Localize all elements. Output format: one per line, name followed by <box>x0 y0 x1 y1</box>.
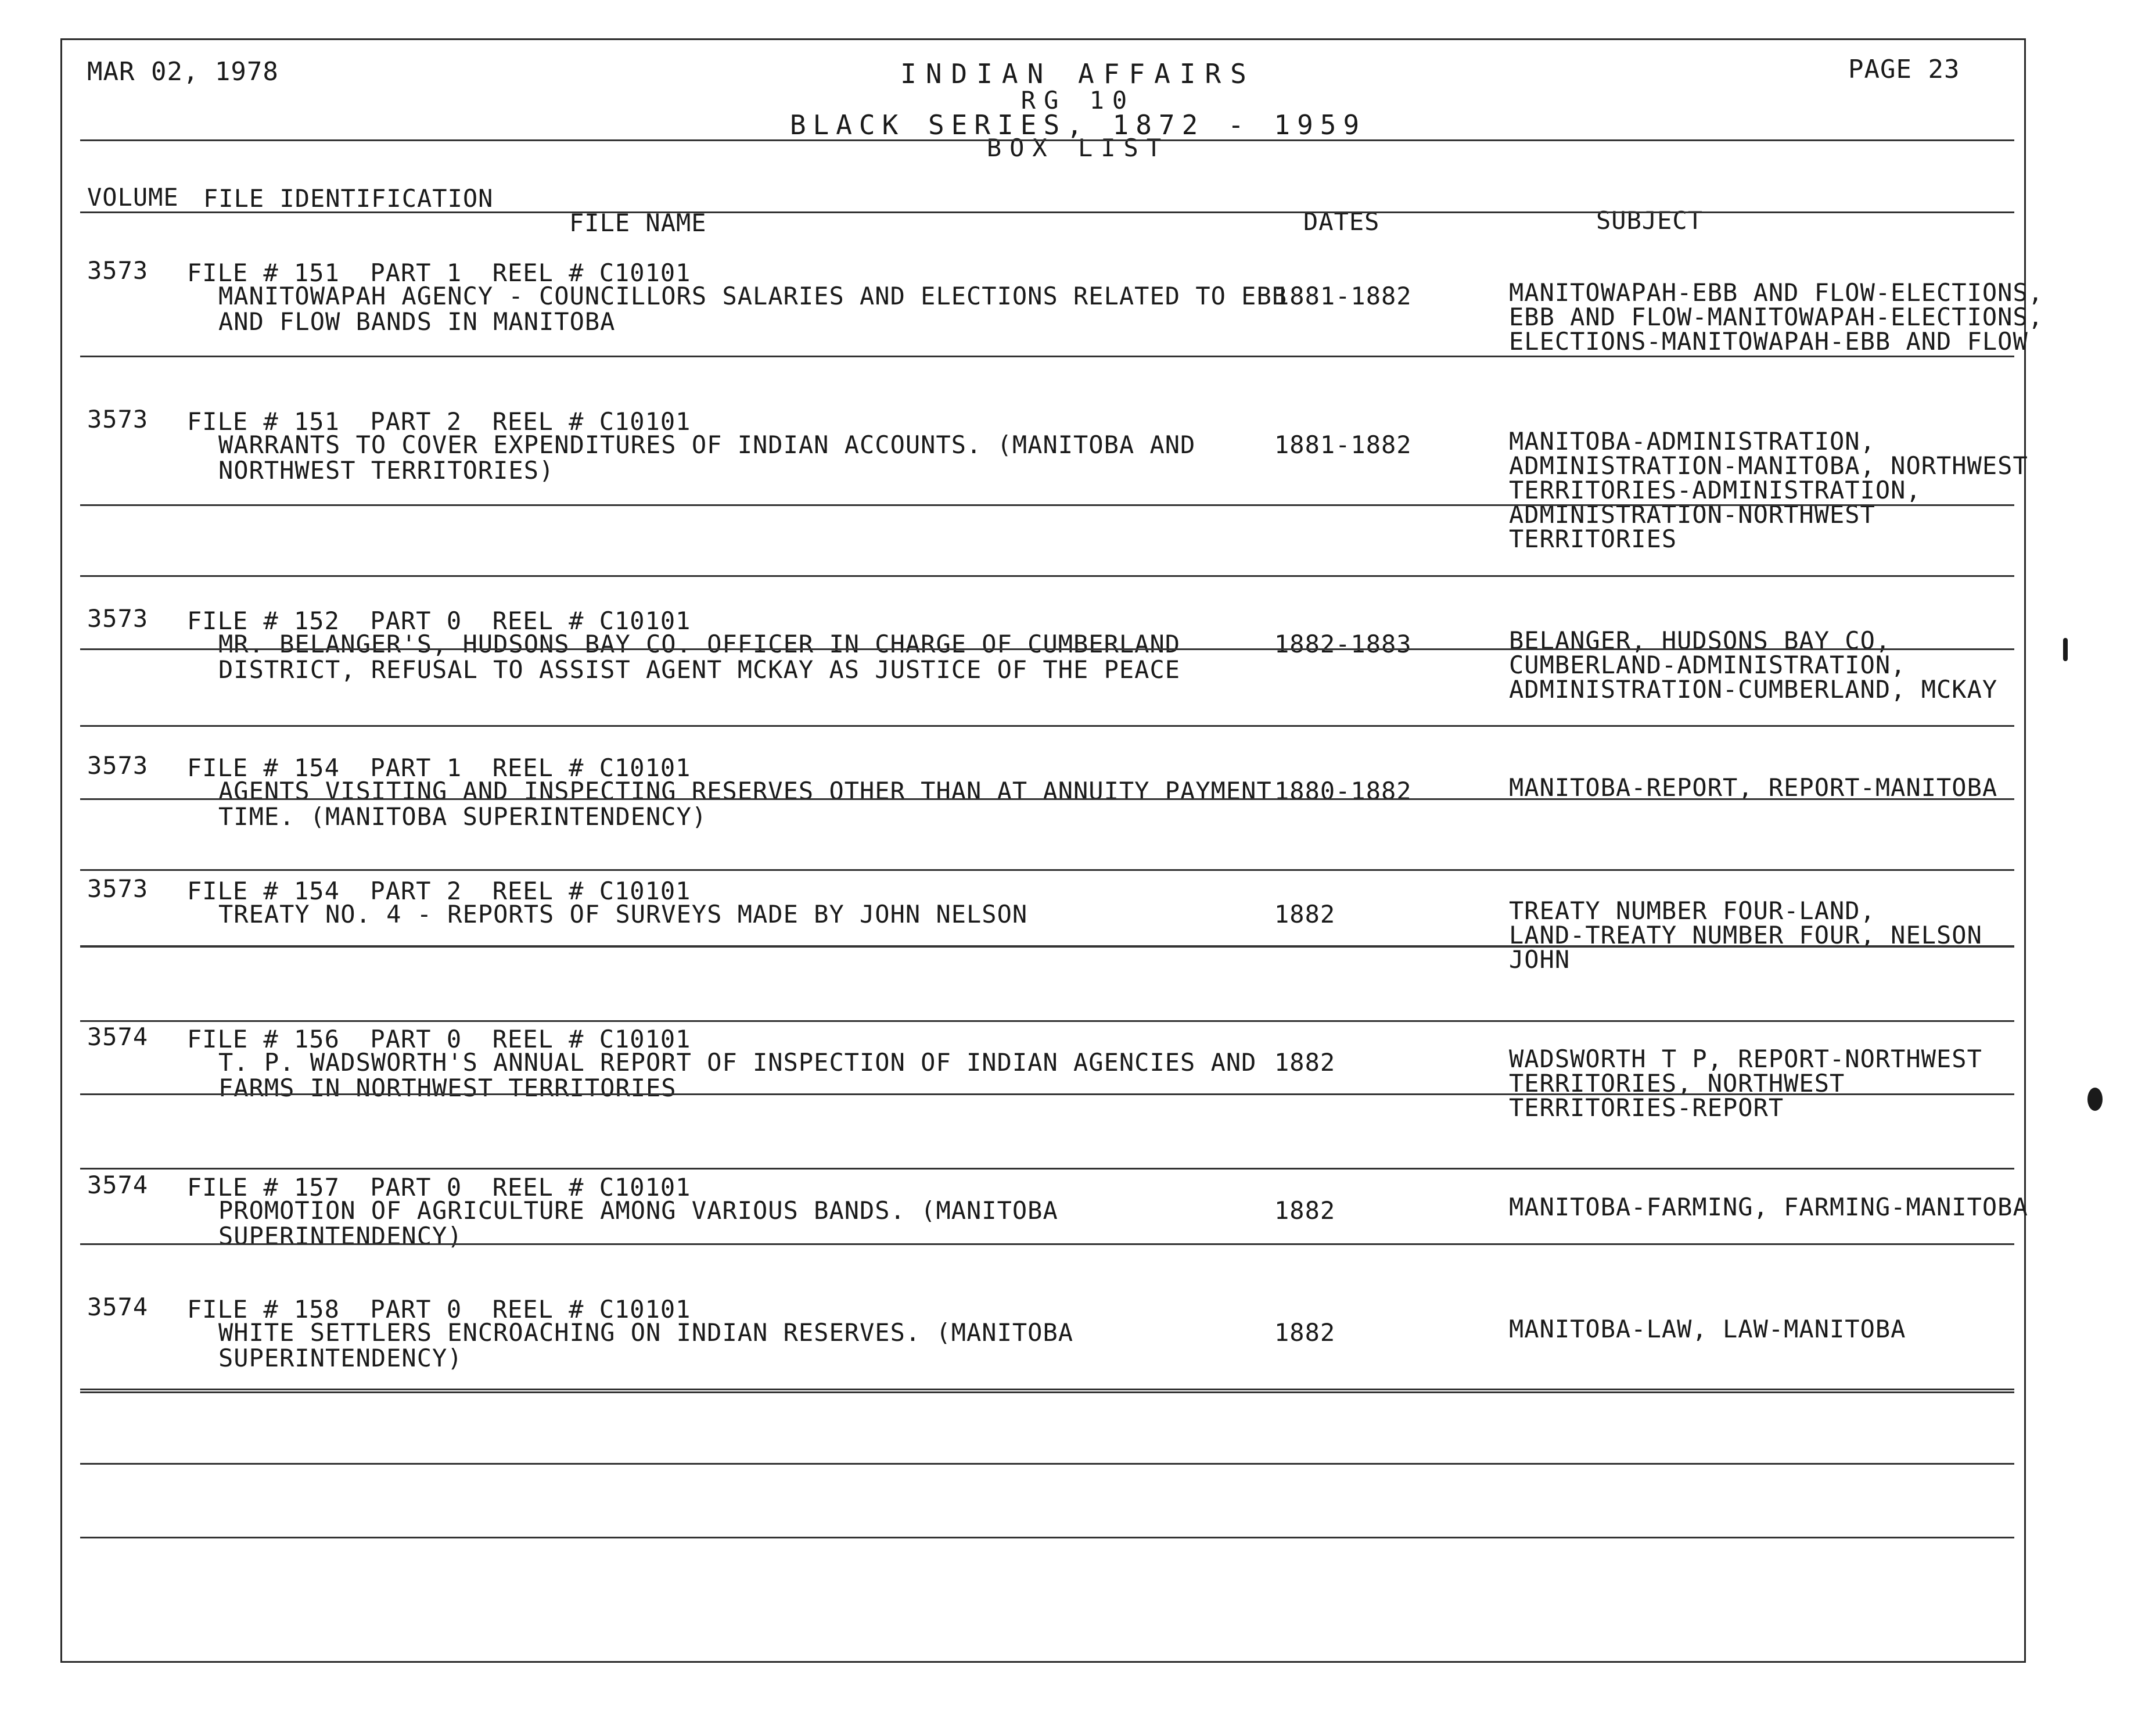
entry-file-name-line: SUPERINTENDENCY) <box>218 1222 463 1250</box>
entry-file-name-line: T. P. WADSWORTH'S ANNUAL REPORT OF INSPECTION OF INDIAN AGENCIES AND <box>218 1048 1257 1077</box>
entry-subject-line: ELECTIONS-MANITOWAPAH-EBB AND FLOW <box>1509 327 2028 356</box>
entry-file-id: FILE # 156 PART 0 REEL # C10101 <box>187 1025 691 1053</box>
entry-volume: 3574 <box>87 1293 149 1321</box>
entry-subject-line: TREATY NUMBER FOUR-LAND, <box>1509 896 1875 925</box>
row-rule <box>80 1243 2014 1245</box>
col-file-identification: FILE IDENTIFICATION <box>203 184 494 213</box>
entry-dates: 1882-1883 <box>1274 630 1412 658</box>
entry-subject-line: TERRITORIES <box>1509 525 1677 553</box>
entry-dates: 1882 <box>1274 1318 1336 1347</box>
entry-subject-line: MANITOWAPAH-EBB AND FLOW-ELECTIONS, <box>1509 278 2044 307</box>
entry-subject-line: ADMINISTRATION-MANITOBA, NORTHWEST <box>1509 451 2028 480</box>
entry-subject-line: BELANGER, HUDSONS BAY CO, <box>1509 626 1891 655</box>
blank-rule <box>80 1463 2014 1465</box>
row-rule <box>80 648 2014 650</box>
row-rule <box>80 575 2014 577</box>
entry-file-id: FILE # 151 PART 2 REEL # C10101 <box>187 407 691 436</box>
entry-subject-line: EBB AND FLOW-MANITOWAPAH-ELECTIONS, <box>1509 303 2044 331</box>
entry-volume: 3574 <box>87 1023 149 1051</box>
entry-subject-line: MANITOBA-FARMING, FARMING-MANITOBA <box>1509 1193 2028 1221</box>
entry-dates: 1881-1882 <box>1274 431 1412 459</box>
entry-volume: 3573 <box>87 256 149 285</box>
entry-subject-line: TERRITORIES, NORTHWEST <box>1509 1069 1845 1097</box>
entry-file-name-line: FARMS IN NORTHWEST TERRITORIES <box>218 1074 677 1102</box>
entry-volume: 3574 <box>87 1171 149 1199</box>
list-title: BOX LIST <box>986 134 1170 162</box>
entry-file-name-line: NORTHWEST TERRITORIES) <box>218 456 555 485</box>
blank-rule <box>80 1537 2014 1538</box>
scan-speck <box>2087 1088 2103 1111</box>
entry-file-name-line: WHITE SETTLERS ENCROACHING ON INDIAN RESERVES. (MANITOBA <box>218 1318 1074 1347</box>
entry-file-name-line: MR. BELANGER'S, HUDSONS BAY CO. OFFICER IN CHARGE OF CUMBERLAND <box>218 630 1181 658</box>
col-file-name: FILE NAME <box>569 209 707 237</box>
entry-file-name-line: TIME. (MANITOBA SUPERINTENDENCY) <box>218 802 707 831</box>
row-rule <box>80 725 2014 727</box>
entry-subject-line: WADSWORTH T P, REPORT-NORTHWEST <box>1509 1045 1982 1073</box>
entry-subject-line: JOHN <box>1509 945 1571 974</box>
entry-volume: 3573 <box>87 751 149 780</box>
entry-dates: 1882 <box>1274 900 1336 928</box>
row-rule <box>80 798 2014 800</box>
entry-subject-line: ADMINISTRATION-CUMBERLAND, MCKAY <box>1509 675 1998 704</box>
entry-volume: 3573 <box>87 604 149 633</box>
entry-subject-line: LAND-TREATY NUMBER FOUR, NELSON <box>1509 921 1982 949</box>
row-rule <box>80 1168 2014 1170</box>
entry-dates: 1881-1882 <box>1274 282 1412 310</box>
header-rule <box>80 139 2014 141</box>
row-rule <box>80 356 2014 357</box>
scan-speck <box>2063 638 2068 661</box>
entry-dates: 1880-1882 <box>1274 777 1412 805</box>
entry-file-name-line: PROMOTION OF AGRICULTURE AMONG VARIOUS BANDS. (MANITOBA <box>218 1196 1058 1225</box>
entry-file-name-line: MANITOWAPAH AGENCY - COUNCILLORS SALARIES AND ELECTIONS RELATED TO EBB <box>218 282 1288 310</box>
entry-file-id: FILE # 154 PART 2 REEL # C10101 <box>187 877 691 905</box>
entry-subject-line: TERRITORIES-REPORT <box>1509 1093 1784 1122</box>
report-title: INDIAN AFFAIRS <box>900 58 1256 89</box>
entry-file-id: FILE # 157 PART 0 REEL # C10101 <box>187 1173 691 1201</box>
series-title: BLACK SERIES, 1872 - 1959 <box>789 109 1367 141</box>
col-subject: SUBJECT <box>1596 206 1704 235</box>
row-rule <box>80 1020 2014 1022</box>
entry-volume: 3573 <box>87 405 149 433</box>
entry-file-name-line: DISTRICT, REFUSAL TO ASSIST AGENT MCKAY AS JUSTICE OF THE PEACE <box>218 655 1181 684</box>
entry-file-name-line: TREATY NO. 4 - REPORTS OF SURVEYS MADE BY JOHN NELSON <box>218 900 1028 928</box>
record-group: RG 10 <box>1020 86 1136 114</box>
entry-file-name-line: AND FLOW BANDS IN MANITOBA <box>218 307 616 336</box>
entry-volume: 3573 <box>87 874 149 903</box>
entry-subject-line: MANITOBA-LAW, LAW-MANITOBA <box>1509 1315 1906 1343</box>
col-dates: DATES <box>1303 207 1380 236</box>
row-rule <box>80 504 2014 506</box>
entry-dates: 1882 <box>1274 1048 1336 1077</box>
entry-file-id: FILE # 151 PART 1 REEL # C10101 <box>187 259 691 287</box>
entry-subject-line: TERRITORIES-ADMINISTRATION, <box>1509 476 1921 504</box>
col-volume: VOLUME <box>87 183 179 211</box>
entry-subject-line: CUMBERLAND-ADMINISTRATION, <box>1509 651 1906 679</box>
entry-file-id: FILE # 152 PART 0 REEL # C10101 <box>187 607 691 635</box>
entry-dates: 1882 <box>1274 1196 1336 1225</box>
entry-subject-line: MANITOBA-ADMINISTRATION, <box>1509 427 1875 455</box>
entry-file-name-line: AGENTS VISITING AND INSPECTING RESERVES OTHER THAN AT ANNUITY PAYMENT <box>218 777 1272 805</box>
report-date: MAR 02, 1978 <box>87 57 279 87</box>
row-rule <box>80 1093 2014 1095</box>
row-rule <box>80 945 2014 947</box>
row-rule <box>80 869 2014 871</box>
blank-rule <box>80 1391 2014 1393</box>
entry-file-name-line: WARRANTS TO COVER EXPENDITURES OF INDIAN ACCOUNTS. (MANITOBA AND <box>218 431 1196 459</box>
page-number: PAGE 23 <box>1848 55 1960 84</box>
entry-subject-line: MANITOBA-REPORT, REPORT-MANITOBA <box>1509 773 1998 802</box>
entry-subject-line: ADMINISTRATION-NORTHWEST <box>1509 500 1875 529</box>
entry-file-id: FILE # 154 PART 1 REEL # C10101 <box>187 754 691 782</box>
row-rule <box>80 1389 2014 1390</box>
column-header-rule <box>80 211 2014 213</box>
entry-file-name-line: SUPERINTENDENCY) <box>218 1344 463 1372</box>
entry-file-id: FILE # 158 PART 0 REEL # C10101 <box>187 1295 691 1323</box>
